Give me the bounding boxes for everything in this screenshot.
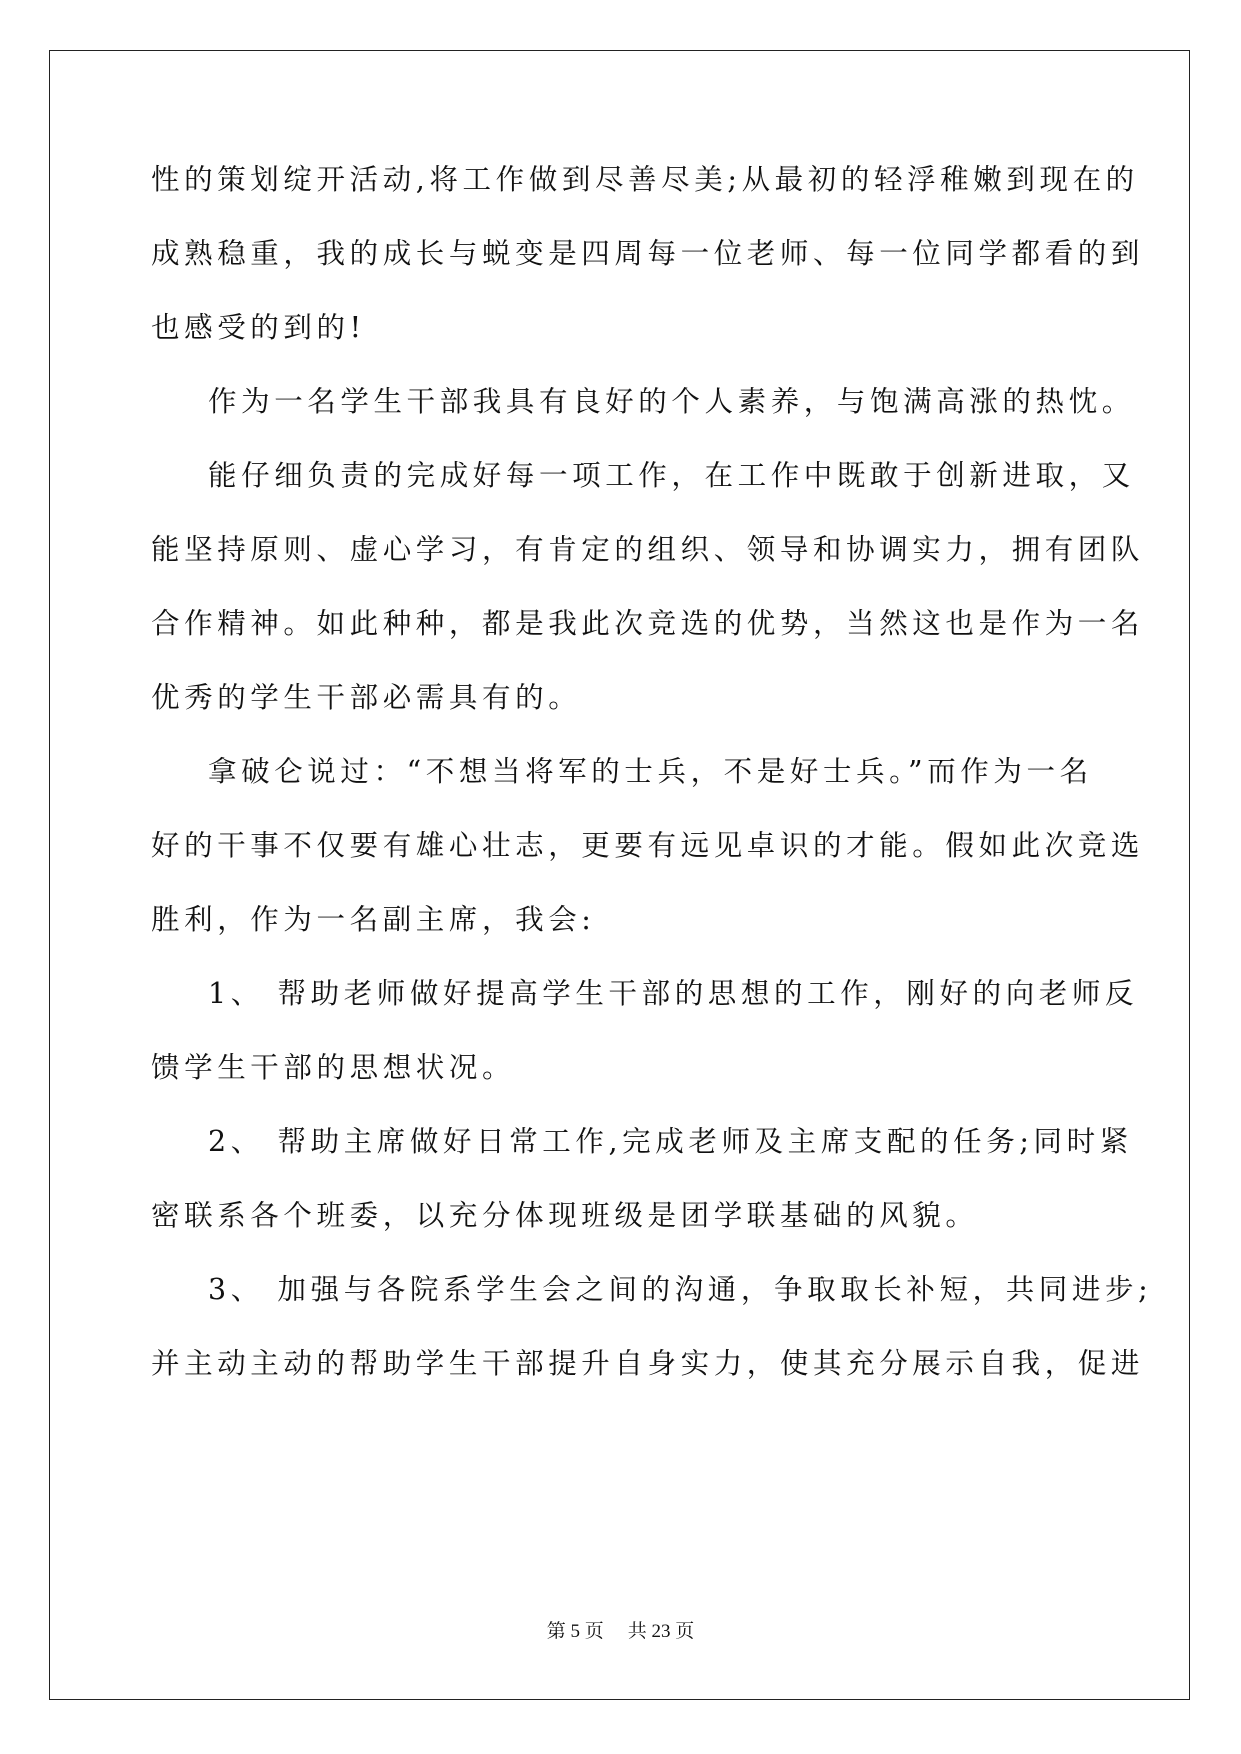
text-line: 并主动主动的帮助学生干部提升自身实力，使其充分展示自我，促进 — [151, 1347, 1145, 1380]
list-item-first-line: 3、 加强与各院系学生会之间的沟通，争取取长补短，共同进步; — [208, 1273, 1153, 1306]
list-item-first-line: 2、 帮助主席做好日常工作,完成老师及主席支配的任务;同时紧 — [208, 1125, 1133, 1158]
text-line: 成熟稳重，我的成长与蜕变是四周每一位老师、每一位同学都看的到 — [151, 237, 1145, 270]
page-total: 共 23 页 — [627, 1621, 695, 1642]
text-line: 优秀的学生干部必需具有的。 — [151, 681, 582, 714]
page-number: 第 5 页 — [546, 1621, 604, 1642]
text-line: 能坚持原则、虚心学习，有肯定的组织、领导和协调实力，拥有团队 — [151, 533, 1145, 566]
paragraph-first-line: 作为一名学生干部我具有良好的个人素养，与饱满高涨的热忱。 — [208, 385, 1135, 418]
text-line: 密联系各个班委，以充分体现班级是团学联基础的风貌。 — [151, 1199, 979, 1232]
page-footer — [0, 1616, 1241, 1643]
text-line: 胜利，作为一名副主席，我会: — [151, 903, 596, 936]
list-item-first-line: 1、 帮助老师做好提高学生干部的思想的工作，刚好的向老师反 — [208, 977, 1139, 1010]
paragraph-first-line: 拿破仑说过：“不想当将军的士兵，不是好士兵。”而作为一名 — [208, 755, 1093, 788]
text-line: 合作精神。如此种种，都是我此次竞选的优势，当然这也是作为一名 — [151, 607, 1145, 640]
text-line: 也感受的到的! — [151, 311, 366, 344]
text-line: 性的策划绽开活动,将工作做到尽善尽美;从最初的轻浮稚嫩到现在的 — [151, 163, 1139, 196]
page-border — [49, 50, 1190, 1700]
text-line: 馈学生干部的思想状况。 — [151, 1051, 516, 1084]
text-line: 好的干事不仅要有雄心壮志，更要有远见卓识的才能。假如此次竞选 — [151, 829, 1145, 862]
paragraph-first-line: 能仔细负责的完成好每一项工作，在工作中既敢于创新进取，又 — [208, 459, 1135, 492]
